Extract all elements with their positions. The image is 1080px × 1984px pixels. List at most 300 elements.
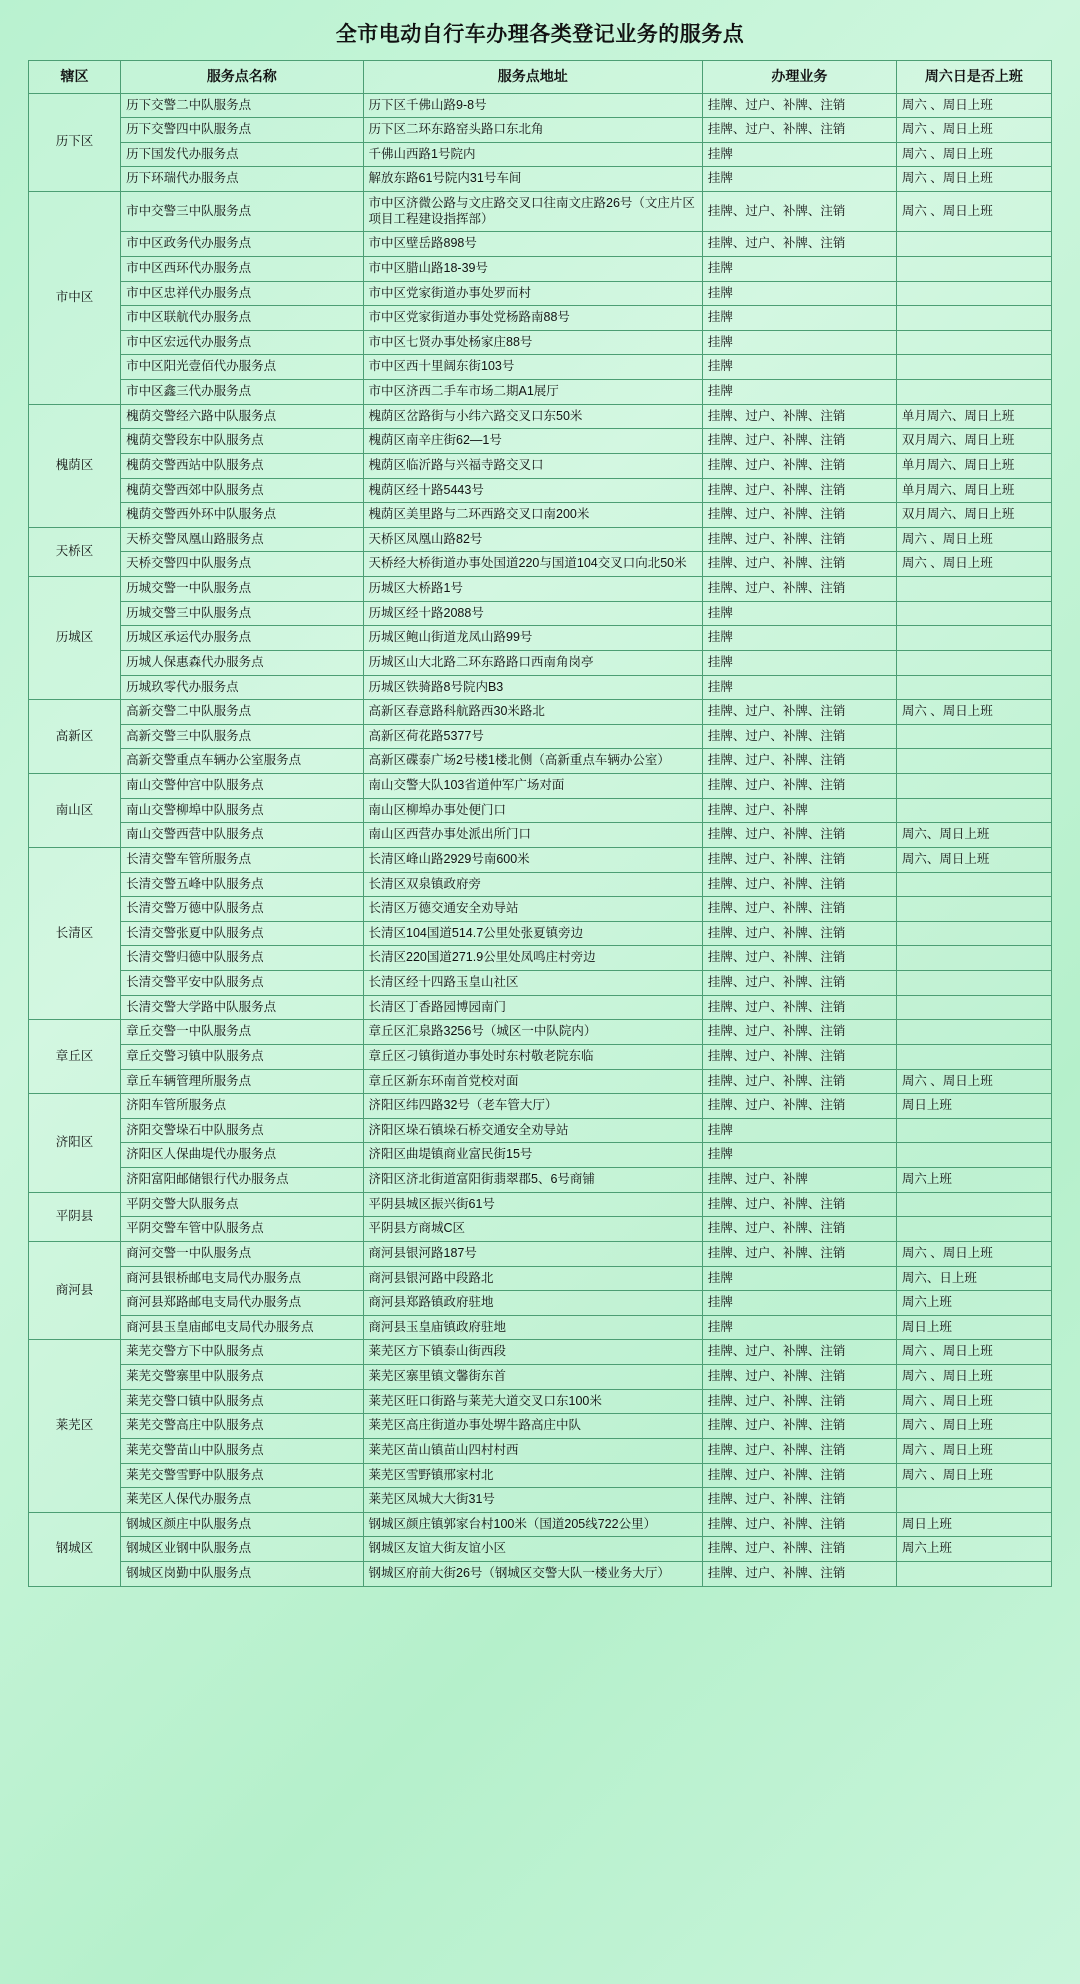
service-point-name-cell: 商河交警一中队服务点 — [121, 1241, 363, 1266]
service-point-name-cell: 商河县郑路邮电支局代办服务点 — [121, 1291, 363, 1316]
table-row — [29, 1241, 1052, 1266]
service-point-business-cell: 挂牌、过户、补牌、注销 — [702, 897, 896, 922]
table-row — [29, 503, 1052, 528]
service-point-weekend-cell: 周六、周日上班 — [896, 847, 1051, 872]
service-point-business-cell: 挂牌 — [702, 1315, 896, 1340]
service-point-address-cell: 长清区双泉镇政府旁 — [363, 872, 702, 897]
service-point-name-cell: 高新交警重点车辆办公室服务点 — [121, 749, 363, 774]
district-cell: 济阳区 — [29, 1094, 121, 1193]
service-point-name-cell: 市中区联航代办服务点 — [121, 306, 363, 331]
service-point-address-cell: 历城区铁骑路8号院内B3 — [363, 675, 702, 700]
service-point-address-cell: 历城区鲍山街道龙凤山路99号 — [363, 626, 702, 651]
table-row — [29, 1438, 1052, 1463]
service-point-name-cell: 章丘交警习镇中队服务点 — [121, 1044, 363, 1069]
service-point-address-cell: 莱芜区方下镇泰山街西段 — [363, 1340, 702, 1365]
table-row — [29, 429, 1052, 454]
service-point-weekend-cell — [896, 650, 1051, 675]
service-point-name-cell: 长清交警归德中队服务点 — [121, 946, 363, 971]
service-point-weekend-cell: 周六 、周日上班 — [896, 1069, 1051, 1094]
service-point-weekend-cell — [896, 946, 1051, 971]
table-header-row — [29, 61, 1052, 94]
service-point-name-cell: 市中交警三中队服务点 — [121, 192, 363, 232]
column-header-name: 服务点名称 — [121, 61, 363, 94]
service-point-weekend-cell: 周六 、周日上班 — [896, 700, 1051, 725]
service-point-weekend-cell — [896, 1488, 1051, 1513]
service-point-name-cell: 市中区阳光壹佰代办服务点 — [121, 355, 363, 380]
service-point-business-cell: 挂牌、过户、补牌、注销 — [702, 1094, 896, 1119]
service-point-address-cell: 历下区二环东路窑头路口东北角 — [363, 118, 702, 143]
service-point-business-cell: 挂牌、过户、补牌、注销 — [702, 232, 896, 257]
service-point-name-cell: 商河县银桥邮电支局代办服务点 — [121, 1266, 363, 1291]
service-point-weekend-cell: 单月周六、周日上班 — [896, 404, 1051, 429]
service-point-address-cell: 槐荫区临沂路与兴福寺路交叉口 — [363, 453, 702, 478]
service-point-business-cell: 挂牌、过户、补牌、注销 — [702, 1241, 896, 1266]
service-point-address-cell: 高新区荷花路5377号 — [363, 724, 702, 749]
service-point-address-cell: 商河县玉皇庙镇政府驻地 — [363, 1315, 702, 1340]
service-point-weekend-cell: 周六 、周日上班 — [896, 167, 1051, 192]
service-point-business-cell: 挂牌、过户、补牌、注销 — [702, 774, 896, 799]
table-row — [29, 1340, 1052, 1365]
district-cell: 平阴县 — [29, 1192, 121, 1241]
district-cell: 市中区 — [29, 192, 121, 405]
service-point-business-cell: 挂牌、过户、补牌、注销 — [702, 503, 896, 528]
service-point-business-cell: 挂牌、过户、补牌 — [702, 798, 896, 823]
service-point-address-cell: 商河县银河路187号 — [363, 1241, 702, 1266]
service-point-business-cell: 挂牌、过户、补牌、注销 — [702, 1414, 896, 1439]
service-point-name-cell: 市中区西环代办服务点 — [121, 256, 363, 281]
table-row — [29, 232, 1052, 257]
service-point-name-cell: 历下环瑞代办服务点 — [121, 167, 363, 192]
service-point-business-cell: 挂牌 — [702, 380, 896, 405]
service-point-address-cell: 莱芜区凤城大大街31号 — [363, 1488, 702, 1513]
service-point-name-cell: 南山交警仲宫中队服务点 — [121, 774, 363, 799]
table-row — [29, 404, 1052, 429]
page-title: 全市电动自行车办理各类登记业务的服务点 — [335, 23, 745, 46]
table-row — [29, 1537, 1052, 1562]
service-point-business-cell: 挂牌、过户、补牌、注销 — [702, 847, 896, 872]
service-point-business-cell: 挂牌、过户、补牌、注销 — [702, 1537, 896, 1562]
service-point-business-cell: 挂牌、过户、补牌、注销 — [702, 552, 896, 577]
table-row — [29, 1044, 1052, 1069]
service-point-weekend-cell: 周六、周日上班 — [896, 823, 1051, 848]
service-point-address-cell: 平阴县城区振兴街61号 — [363, 1192, 702, 1217]
service-point-name-cell: 槐荫交警西外环中队服务点 — [121, 503, 363, 528]
table-row — [29, 1266, 1052, 1291]
table-row — [29, 872, 1052, 897]
table-row — [29, 478, 1052, 503]
service-point-name-cell: 章丘交警一中队服务点 — [121, 1020, 363, 1045]
service-point-name-cell: 市中区政务代办服务点 — [121, 232, 363, 257]
service-point-address-cell: 槐荫区南辛庄街62—1号 — [363, 429, 702, 454]
service-point-name-cell: 济阳富阳邮储银行代办服务点 — [121, 1168, 363, 1193]
service-point-business-cell: 挂牌 — [702, 1143, 896, 1168]
service-point-weekend-cell — [896, 921, 1051, 946]
district-cell: 天桥区 — [29, 527, 121, 576]
service-point-name-cell: 章丘车辆管理所服务点 — [121, 1069, 363, 1094]
district-cell: 历城区 — [29, 577, 121, 700]
service-point-weekend-cell — [896, 601, 1051, 626]
service-point-business-cell: 挂牌、过户、补牌、注销 — [702, 1562, 896, 1587]
service-point-business-cell: 挂牌、过户、补牌、注销 — [702, 429, 896, 454]
service-point-name-cell: 莱芜交警口镇中队服务点 — [121, 1389, 363, 1414]
service-point-name-cell: 莱芜交警寨里中队服务点 — [121, 1365, 363, 1390]
table-row — [29, 601, 1052, 626]
service-point-name-cell: 槐荫交警段东中队服务点 — [121, 429, 363, 454]
service-point-weekend-cell — [896, 798, 1051, 823]
service-point-business-cell: 挂牌 — [702, 256, 896, 281]
service-point-name-cell: 历下交警二中队服务点 — [121, 93, 363, 118]
service-point-business-cell: 挂牌 — [702, 167, 896, 192]
service-point-name-cell: 钢城区业钢中队服务点 — [121, 1537, 363, 1562]
service-point-name-cell: 平阴交警大队服务点 — [121, 1192, 363, 1217]
service-point-name-cell: 南山交警柳埠中队服务点 — [121, 798, 363, 823]
service-point-address-cell: 济阳区纬四路32号（老车管大厅） — [363, 1094, 702, 1119]
service-point-address-cell: 莱芜区苗山镇苗山四村村西 — [363, 1438, 702, 1463]
service-point-name-cell: 平阴交警车管中队服务点 — [121, 1217, 363, 1242]
service-point-business-cell: 挂牌 — [702, 650, 896, 675]
service-point-business-cell: 挂牌、过户、补牌、注销 — [702, 1020, 896, 1045]
service-point-business-cell: 挂牌、过户、补牌、注销 — [702, 118, 896, 143]
service-point-weekend-cell — [896, 1143, 1051, 1168]
table-row — [29, 256, 1052, 281]
service-point-weekend-cell — [896, 330, 1051, 355]
service-point-address-cell: 长清区万德交通安全劝导站 — [363, 897, 702, 922]
table-row — [29, 1463, 1052, 1488]
table-row — [29, 306, 1052, 331]
service-point-address-cell: 章丘区刁镇街道办事处时东村敬老院东临 — [363, 1044, 702, 1069]
district-cell: 高新区 — [29, 700, 121, 774]
service-point-name-cell: 高新交警二中队服务点 — [121, 700, 363, 725]
table-row — [29, 552, 1052, 577]
table-row — [29, 380, 1052, 405]
service-point-address-cell: 历下区千佛山路9-8号 — [363, 93, 702, 118]
service-point-name-cell: 济阳交警垛石中队服务点 — [121, 1118, 363, 1143]
service-point-business-cell: 挂牌、过户、补牌、注销 — [702, 1340, 896, 1365]
table-row — [29, 1118, 1052, 1143]
table-row — [29, 1143, 1052, 1168]
table-row — [29, 823, 1052, 848]
service-point-weekend-cell — [896, 1118, 1051, 1143]
service-point-name-cell: 槐荫交警西站中队服务点 — [121, 453, 363, 478]
service-point-address-cell: 南山区西营办事处派出所门口 — [363, 823, 702, 848]
table-row — [29, 1512, 1052, 1537]
service-point-address-cell: 市中区济西二手车市场二期A1展厅 — [363, 380, 702, 405]
service-point-address-cell: 市中区腊山路18-39号 — [363, 256, 702, 281]
table-header — [29, 61, 1052, 94]
service-point-weekend-cell: 周日上班 — [896, 1512, 1051, 1537]
service-point-business-cell: 挂牌 — [702, 330, 896, 355]
table-row — [29, 995, 1052, 1020]
service-point-address-cell: 市中区济微公路与文庄路交叉口往南文庄路26号（文庄片区项目工程建设指挥部） — [363, 192, 702, 232]
table-row — [29, 577, 1052, 602]
service-point-weekend-cell — [896, 971, 1051, 996]
service-point-weekend-cell — [896, 1562, 1051, 1587]
column-header-weekend: 周六日是否上班 — [896, 61, 1051, 94]
service-point-address-cell: 历城区经十路2088号 — [363, 601, 702, 626]
table-row — [29, 1365, 1052, 1390]
service-point-weekend-cell: 周日上班 — [896, 1094, 1051, 1119]
table-row — [29, 1094, 1052, 1119]
service-point-name-cell: 市中区忠祥代办服务点 — [121, 281, 363, 306]
service-point-weekend-cell — [896, 380, 1051, 405]
service-point-weekend-cell — [896, 232, 1051, 257]
service-point-business-cell: 挂牌、过户、补牌 — [702, 1168, 896, 1193]
service-point-business-cell: 挂牌、过户、补牌、注销 — [702, 700, 896, 725]
service-point-name-cell: 高新交警三中队服务点 — [121, 724, 363, 749]
service-point-address-cell: 莱芜区旺口街路与莱芜大道交叉口东100米 — [363, 1389, 702, 1414]
service-point-weekend-cell — [896, 872, 1051, 897]
service-point-weekend-cell: 周六 、周日上班 — [896, 1463, 1051, 1488]
service-point-name-cell: 南山交警西营中队服务点 — [121, 823, 363, 848]
table-row — [29, 650, 1052, 675]
table-row — [29, 453, 1052, 478]
service-point-address-cell: 莱芜区雪野镇邢家村北 — [363, 1463, 702, 1488]
service-point-business-cell: 挂牌、过户、补牌、注销 — [702, 1192, 896, 1217]
table-row — [29, 774, 1052, 799]
service-point-business-cell: 挂牌、过户、补牌、注销 — [702, 527, 896, 552]
service-point-weekend-cell: 双月周六、周日上班 — [896, 503, 1051, 528]
table-row — [29, 1069, 1052, 1094]
service-point-business-cell: 挂牌 — [702, 626, 896, 651]
service-point-name-cell: 钢城区颜庄中队服务点 — [121, 1512, 363, 1537]
service-point-name-cell: 钢城区岗勤中队服务点 — [121, 1562, 363, 1587]
service-point-weekend-cell — [896, 306, 1051, 331]
service-point-name-cell: 历城区承运代办服务点 — [121, 626, 363, 651]
service-point-address-cell: 市中区壁岳路898号 — [363, 232, 702, 257]
service-point-business-cell: 挂牌 — [702, 1118, 896, 1143]
service-point-business-cell: 挂牌、过户、补牌、注销 — [702, 192, 896, 232]
service-point-address-cell: 莱芜区高庄街道办事处堺牛路高庄中队 — [363, 1414, 702, 1439]
service-point-weekend-cell: 单月周六、周日上班 — [896, 453, 1051, 478]
service-point-weekend-cell: 单月周六、周日上班 — [896, 478, 1051, 503]
service-point-business-cell: 挂牌、过户、补牌、注销 — [702, 749, 896, 774]
table-row — [29, 724, 1052, 749]
service-point-name-cell: 长清交警平安中队服务点 — [121, 971, 363, 996]
service-point-weekend-cell: 周六 、周日上班 — [896, 1241, 1051, 1266]
table-row — [29, 118, 1052, 143]
column-header-address: 服务点地址 — [363, 61, 702, 94]
table-row — [29, 675, 1052, 700]
service-point-address-cell: 市中区七贤办事处杨家庄88号 — [363, 330, 702, 355]
service-point-name-cell: 济阳车管所服务点 — [121, 1094, 363, 1119]
service-point-weekend-cell — [896, 774, 1051, 799]
service-point-address-cell: 槐荫区美里路与二环西路交叉口南200米 — [363, 503, 702, 528]
service-point-name-cell: 莱芜区人保代办服务点 — [121, 1488, 363, 1513]
service-point-address-cell: 高新区春意路科航路西30米路北 — [363, 700, 702, 725]
service-point-address-cell: 济阳区济北街道富阳街翡翠郡5、6号商铺 — [363, 1168, 702, 1193]
service-point-address-cell: 槐荫区岔路街与小纬六路交叉口东50米 — [363, 404, 702, 429]
table-row — [29, 1414, 1052, 1439]
table-row — [29, 355, 1052, 380]
service-point-address-cell: 天桥区凤凰山路82号 — [363, 527, 702, 552]
service-point-business-cell: 挂牌 — [702, 1266, 896, 1291]
table-row — [29, 749, 1052, 774]
service-point-address-cell: 章丘区新东环南首党校对面 — [363, 1069, 702, 1094]
service-point-address-cell: 济阳区垛石镇垛石桥交通安全劝导站 — [363, 1118, 702, 1143]
table-row — [29, 1217, 1052, 1242]
service-point-weekend-cell — [896, 675, 1051, 700]
service-point-weekend-cell — [896, 626, 1051, 651]
table-row — [29, 1192, 1052, 1217]
service-point-business-cell: 挂牌、过户、补牌、注销 — [702, 1488, 896, 1513]
service-point-address-cell: 长清区104国道514.7公里处张夏镇旁边 — [363, 921, 702, 946]
service-point-business-cell: 挂牌 — [702, 1291, 896, 1316]
service-point-weekend-cell: 周六上班 — [896, 1537, 1051, 1562]
service-point-weekend-cell — [896, 577, 1051, 602]
service-point-weekend-cell — [896, 995, 1051, 1020]
table-row — [29, 1315, 1052, 1340]
district-cell: 南山区 — [29, 774, 121, 848]
service-point-address-cell: 南山区柳埠办事处便门口 — [363, 798, 702, 823]
column-header-business: 办理业务 — [702, 61, 896, 94]
service-point-business-cell: 挂牌、过户、补牌、注销 — [702, 1512, 896, 1537]
service-point-address-cell: 解放东路61号院内31号车间 — [363, 167, 702, 192]
table-row — [29, 142, 1052, 167]
service-point-weekend-cell: 周六 、周日上班 — [896, 1365, 1051, 1390]
service-point-address-cell: 钢城区颜庄镇郭家台村100米（国道205线722公里） — [363, 1512, 702, 1537]
district-cell: 长清区 — [29, 847, 121, 1019]
service-point-address-cell: 钢城区友谊大街友谊小区 — [363, 1537, 702, 1562]
service-point-business-cell: 挂牌 — [702, 355, 896, 380]
service-point-weekend-cell: 周六 、周日上班 — [896, 142, 1051, 167]
service-point-name-cell: 天桥交警四中队服务点 — [121, 552, 363, 577]
service-point-weekend-cell — [896, 749, 1051, 774]
table-row — [29, 897, 1052, 922]
service-point-address-cell: 长清区峰山路2929号南600米 — [363, 847, 702, 872]
service-point-address-cell: 济阳区曲堤镇商业富民街15号 — [363, 1143, 702, 1168]
service-point-name-cell: 莱芜交警方下中队服务点 — [121, 1340, 363, 1365]
service-point-address-cell: 南山交警大队103省道仲军广场对面 — [363, 774, 702, 799]
service-point-name-cell: 莱芜交警雪野中队服务点 — [121, 1463, 363, 1488]
table-row — [29, 1488, 1052, 1513]
service-point-address-cell: 商河县郑路镇政府驻地 — [363, 1291, 702, 1316]
service-point-name-cell: 历下交警四中队服务点 — [121, 118, 363, 143]
table-row — [29, 192, 1052, 232]
service-point-business-cell: 挂牌、过户、补牌、注销 — [702, 995, 896, 1020]
table-row — [29, 847, 1052, 872]
service-point-weekend-cell: 周六、日上班 — [896, 1266, 1051, 1291]
table-body — [29, 93, 1052, 1586]
district-cell: 历下区 — [29, 93, 121, 192]
district-cell: 莱芜区 — [29, 1340, 121, 1512]
service-point-weekend-cell — [896, 281, 1051, 306]
service-point-business-cell: 挂牌、过户、补牌、注销 — [702, 872, 896, 897]
service-point-business-cell: 挂牌、过户、补牌、注销 — [702, 1389, 896, 1414]
service-point-address-cell: 莱芜区寨里镇文馨街东首 — [363, 1365, 702, 1390]
table-row — [29, 1562, 1052, 1587]
service-point-business-cell: 挂牌、过户、补牌、注销 — [702, 823, 896, 848]
service-point-address-cell: 高新区碟泰广场2号楼1楼北侧（高新重点车辆办公室） — [363, 749, 702, 774]
table-row — [29, 946, 1052, 971]
service-point-business-cell: 挂牌、过户、补牌、注销 — [702, 724, 896, 749]
service-point-address-cell: 千佛山西路1号院内 — [363, 142, 702, 167]
table-row — [29, 971, 1052, 996]
service-point-business-cell: 挂牌、过户、补牌、注销 — [702, 478, 896, 503]
service-point-business-cell: 挂牌、过户、补牌、注销 — [702, 921, 896, 946]
service-point-business-cell: 挂牌、过户、补牌、注销 — [702, 404, 896, 429]
service-point-address-cell: 平阴县方商城C区 — [363, 1217, 702, 1242]
service-point-business-cell: 挂牌、过户、补牌、注销 — [702, 971, 896, 996]
service-point-name-cell: 商河县玉皇庙邮电支局代办服务点 — [121, 1315, 363, 1340]
table-row — [29, 167, 1052, 192]
service-point-address-cell: 市中区西十里阔东街103号 — [363, 355, 702, 380]
service-point-weekend-cell: 周六 、周日上班 — [896, 93, 1051, 118]
service-point-business-cell: 挂牌、过户、补牌、注销 — [702, 1069, 896, 1094]
service-point-address-cell: 天桥经大桥街道办事处国道220与国道104交叉口向北50米 — [363, 552, 702, 577]
service-point-business-cell: 挂牌、过户、补牌、注销 — [702, 1463, 896, 1488]
service-point-name-cell: 长清交警大学路中队服务点 — [121, 995, 363, 1020]
service-point-name-cell: 天桥交警凤凰山路服务点 — [121, 527, 363, 552]
district-cell: 槐荫区 — [29, 404, 121, 527]
district-cell: 钢城区 — [29, 1512, 121, 1586]
table-row — [29, 1020, 1052, 1045]
service-point-address-cell: 钢城区府前大街26号（钢城区交警大队一楼业务大厅） — [363, 1562, 702, 1587]
table-row — [29, 1168, 1052, 1193]
table-row — [29, 330, 1052, 355]
table-row — [29, 281, 1052, 306]
service-point-name-cell: 历城交警一中队服务点 — [121, 577, 363, 602]
service-point-weekend-cell — [896, 256, 1051, 281]
service-point-weekend-cell: 周日上班 — [896, 1315, 1051, 1340]
service-point-weekend-cell: 周六 、周日上班 — [896, 527, 1051, 552]
table-row — [29, 1389, 1052, 1414]
service-point-address-cell: 历城区山大北路二环东路路口西南角岗亭 — [363, 650, 702, 675]
service-point-business-cell: 挂牌、过户、补牌、注销 — [702, 577, 896, 602]
service-point-business-cell: 挂牌、过户、补牌、注销 — [702, 946, 896, 971]
service-point-business-cell: 挂牌 — [702, 601, 896, 626]
service-point-business-cell: 挂牌、过户、补牌、注销 — [702, 1438, 896, 1463]
service-point-name-cell: 莱芜交警高庄中队服务点 — [121, 1414, 363, 1439]
service-point-address-cell: 市中区党家街道办事处党杨路南88号 — [363, 306, 702, 331]
service-point-business-cell: 挂牌、过户、补牌、注销 — [702, 93, 896, 118]
service-point-weekend-cell: 周六 、周日上班 — [896, 552, 1051, 577]
service-point-name-cell: 历城人保惠森代办服务点 — [121, 650, 363, 675]
service-point-address-cell: 长清区丁香路园博园南门 — [363, 995, 702, 1020]
service-point-weekend-cell: 双月周六、周日上班 — [896, 429, 1051, 454]
service-point-weekend-cell — [896, 1217, 1051, 1242]
service-point-weekend-cell: 周六 、周日上班 — [896, 1438, 1051, 1463]
service-point-address-cell: 槐荫区经十路5443号 — [363, 478, 702, 503]
service-point-weekend-cell: 周六 、周日上班 — [896, 1340, 1051, 1365]
service-point-name-cell: 长清交警车管所服务点 — [121, 847, 363, 872]
service-point-weekend-cell: 周六上班 — [896, 1168, 1051, 1193]
service-point-weekend-cell: 周六 、周日上班 — [896, 192, 1051, 232]
service-point-business-cell: 挂牌、过户、补牌、注销 — [702, 1217, 896, 1242]
service-point-weekend-cell — [896, 1020, 1051, 1045]
service-point-business-cell: 挂牌 — [702, 675, 896, 700]
service-point-address-cell: 长清区220国道271.9公里处凤鸣庄村旁边 — [363, 946, 702, 971]
service-point-weekend-cell — [896, 1044, 1051, 1069]
service-point-name-cell: 长清交警张夏中队服务点 — [121, 921, 363, 946]
service-point-name-cell: 槐荫交警经六路中队服务点 — [121, 404, 363, 429]
table-row — [29, 527, 1052, 552]
service-point-address-cell: 历城区大桥路1号 — [363, 577, 702, 602]
service-point-business-cell: 挂牌、过户、补牌、注销 — [702, 453, 896, 478]
district-cell: 商河县 — [29, 1241, 121, 1340]
service-point-address-cell: 商河县银河路中段路北 — [363, 1266, 702, 1291]
service-point-business-cell: 挂牌、过户、补牌、注销 — [702, 1044, 896, 1069]
service-point-name-cell: 市中区宏远代办服务点 — [121, 330, 363, 355]
service-point-weekend-cell — [896, 724, 1051, 749]
service-point-name-cell: 市中区鑫三代办服务点 — [121, 380, 363, 405]
service-point-address-cell: 章丘区汇泉路3256号（城区一中队院内） — [363, 1020, 702, 1045]
table-row — [29, 798, 1052, 823]
district-cell: 章丘区 — [29, 1020, 121, 1094]
table-row — [29, 626, 1052, 651]
service-point-name-cell: 历城交警三中队服务点 — [121, 601, 363, 626]
service-point-weekend-cell — [896, 1192, 1051, 1217]
service-point-weekend-cell — [896, 355, 1051, 380]
